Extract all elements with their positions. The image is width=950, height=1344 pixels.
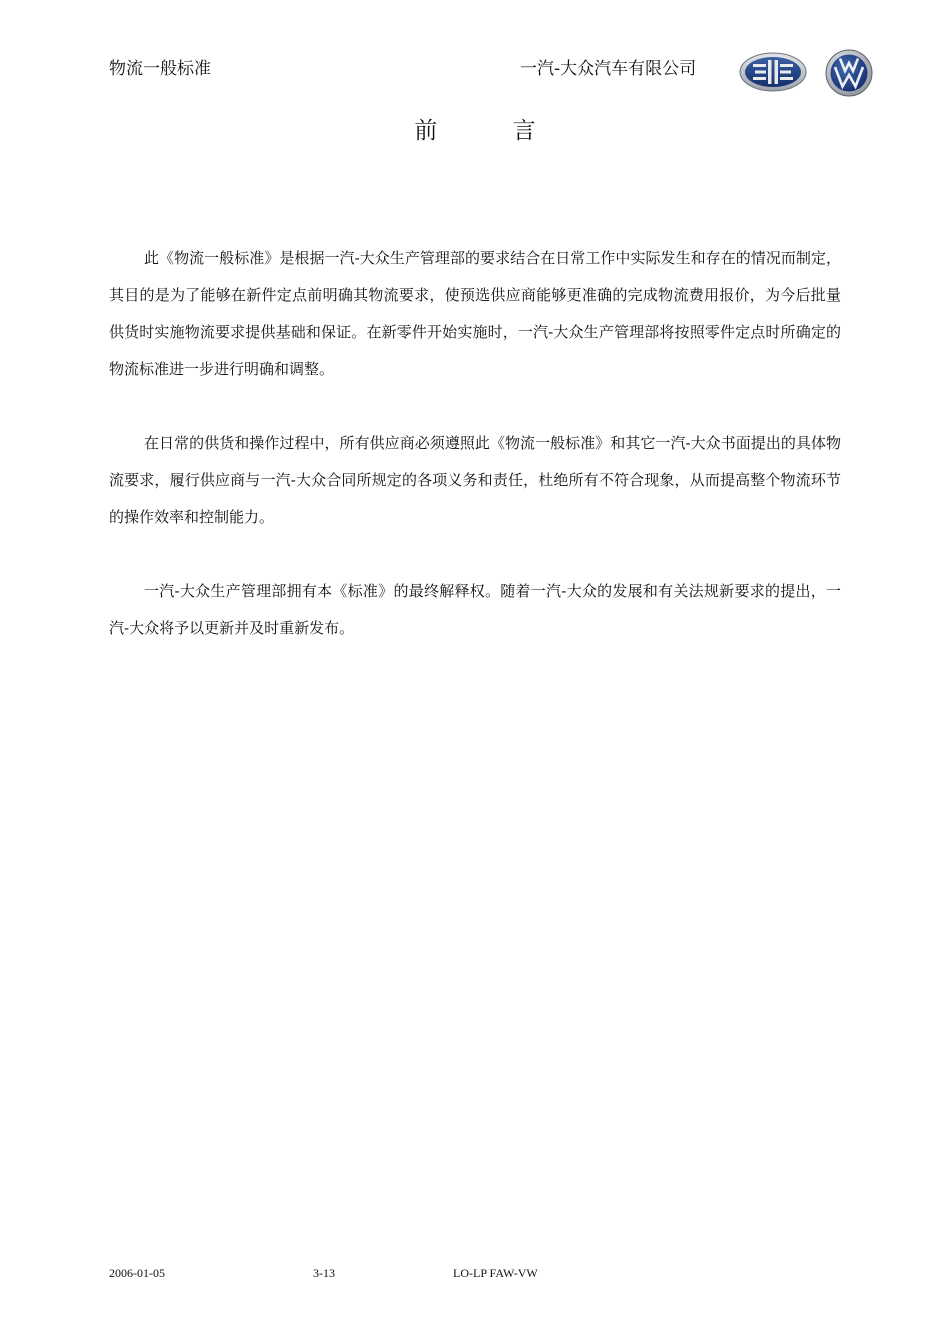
document-title: 物流一般标准: [109, 59, 211, 79]
paragraph-3: 一汽-大众生产管理部拥有本《标准》的最终解释权。随着一汽-大众的发展和有关法规新要求的提出，一汽-大众将予以更新并及时重新发布。: [109, 582, 841, 637]
footer-date: 2006-01-05: [109, 1266, 165, 1280]
faw-logo-icon: [739, 52, 807, 92]
vw-logo-icon: [825, 49, 873, 97]
footer-page-number: 3-13: [313, 1266, 335, 1280]
company-name: 一汽-大众汽车有限公司: [520, 59, 697, 79]
paragraph-1: 此《物流一般标准》是根据一汽-大众生产管理部的要求结合在日常工作中实际发生和存在的情况而制定，其目的是为了能够在新件定点前明确其物流要求，使预选供应商能够更准确的完成物流费用报价，为今后批量供货时实施物流要求提供基础和保证。在新零件开始实施时，一汽-大众生产管理部将按照零件定点时所确定的物流标准进一步进行明确和调整。: [109, 249, 841, 378]
paragraph-2: 在日常的供货和操作过程中，所有供应商必须遵照此《物流一般标准》和其它一汽-大众书面提出的具体物流要求，履行供应商与一汽-大众合同所规定的各项义务和责任，杜绝所有不符合现象，从而提高整个物流环节的操作效率和控制能力。: [109, 434, 841, 526]
page-title: 前 言: [414, 118, 570, 144]
footer-document-code: LO-LP FAW-VW: [453, 1266, 538, 1280]
